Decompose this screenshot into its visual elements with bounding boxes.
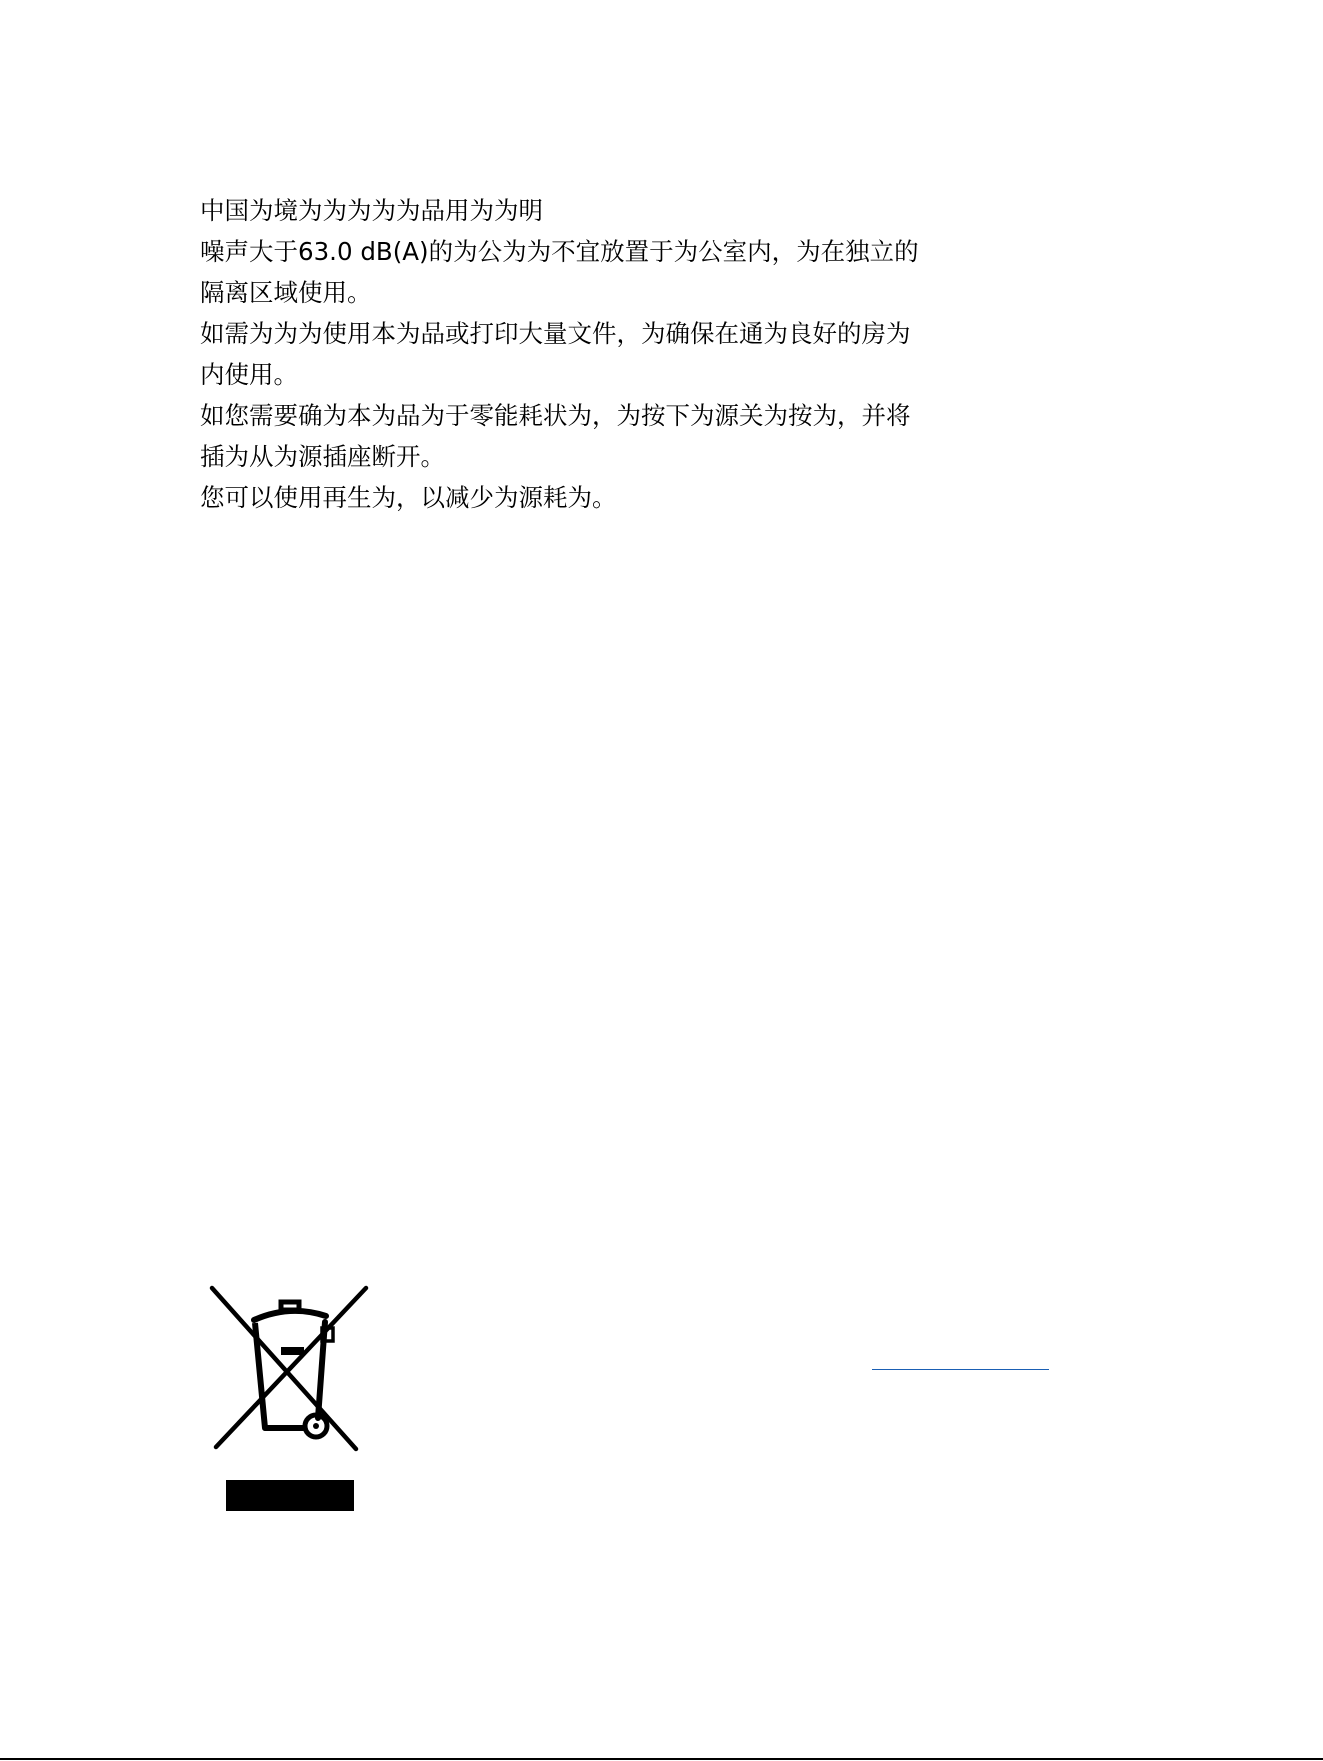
hyperlink-underline[interactable] — [872, 1369, 1049, 1370]
crossed-out-wheelie-bin-icon — [208, 1284, 372, 1514]
bin-label — [281, 1347, 304, 1355]
notice-line: 噪声大于63.0 dB(A)的为公为为不宜放置于为公室内，为在独立的 — [200, 237, 919, 266]
notice-line: 插为从为源插座断开。 — [200, 442, 445, 471]
notice-line: 您可以使用再生为，以减少为源耗为。 — [200, 483, 617, 512]
bin-lid — [254, 1311, 326, 1320]
bin-body — [255, 1323, 305, 1428]
china-environmental-notice — [200, 190, 1000, 518]
page-bottom-rule — [0, 1758, 1323, 1760]
notice-heading: 中国为境为为为为为品用为为明 — [200, 196, 543, 225]
notice-line: 隔离区域使用。 — [200, 278, 372, 307]
notice-line: 如需为为为使用本为品或打印大量文件，为确保在通为良好的房为 — [200, 319, 911, 348]
notice-line: 如您需要确为本为品为于零能耗状为，为按下为源关为按为，并将 — [200, 401, 911, 430]
notice-line: 内使用。 — [200, 360, 298, 389]
bin-underline-bar — [226, 1480, 354, 1511]
